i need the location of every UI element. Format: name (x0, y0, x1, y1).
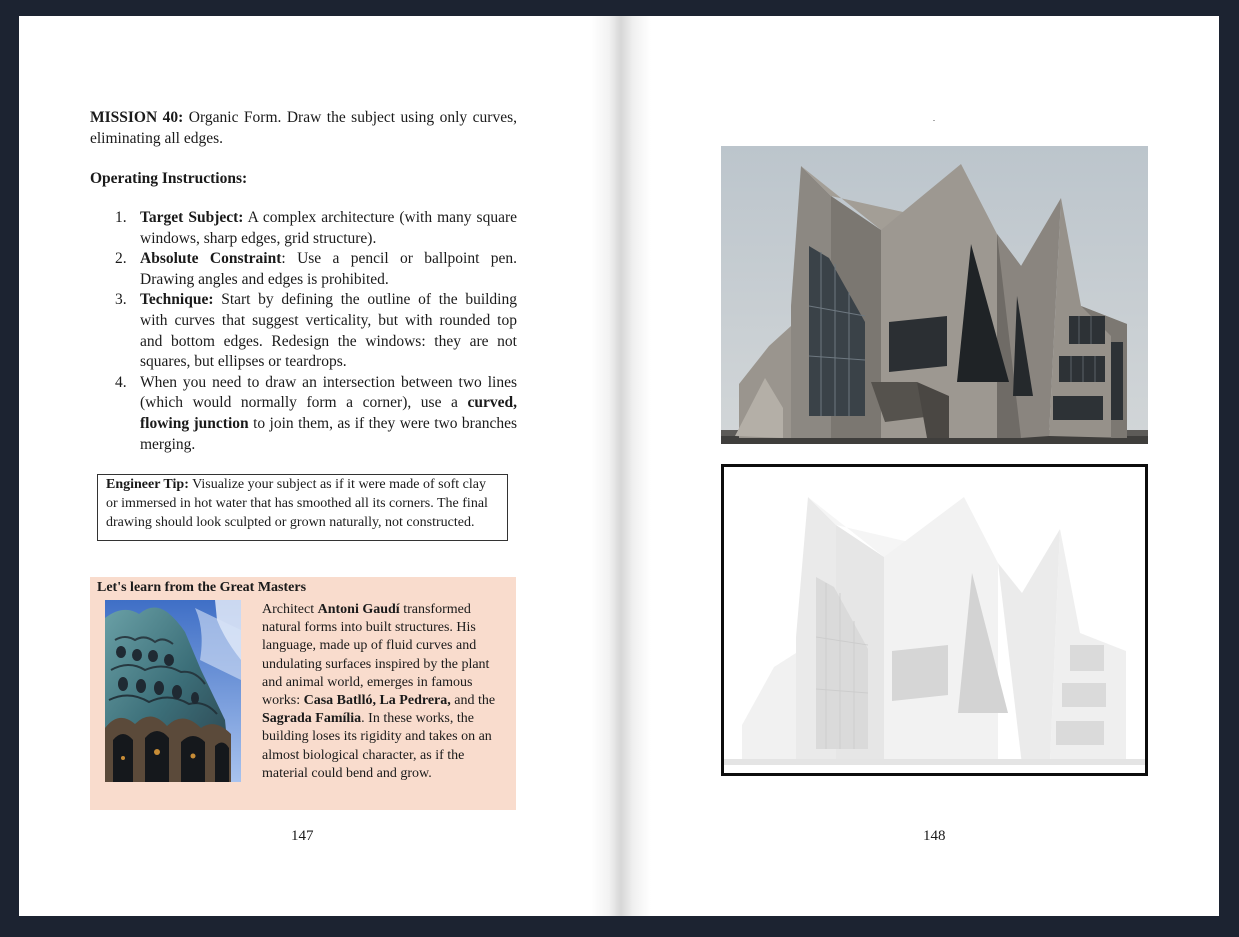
great-masters-box (90, 577, 516, 810)
masters-text-part: Architect (262, 602, 318, 617)
mission-paragraph (90, 108, 517, 149)
masters-text-part: transformed natural forms into built structures. His language, made up of fluid curves and undulating surfaces inspired by the plant and animal world, emerges in famous works: (262, 602, 490, 709)
page-number-right: 148 (923, 828, 946, 844)
left-page (19, 16, 619, 916)
engineer-tip-box (97, 474, 508, 541)
list-item-text: Start by defining the outline of the building with curves that suggest verticality, but with rounded top and bottom edges. Redesign the windows: they are not squares, but ellipses or teardrops. (140, 291, 517, 371)
casa-batllo-photo (105, 600, 241, 782)
page-speck (933, 120, 935, 121)
list-item-text: : Use a pencil or ballpoint pen. Drawing angles and edges is prohibited. (140, 250, 517, 288)
list-item-text: When you need to draw an intersection between two lines (which would normally form a corner), use a (140, 373, 517, 412)
list-number: 4. (115, 373, 127, 391)
tip-label: Engineer Tip: (106, 477, 189, 492)
list-item-text: A complex architecture (with many square windows, sharp edges, grid structure). (140, 209, 517, 247)
sketch-drawing-frame (721, 464, 1148, 776)
list-item-label: Absolute Constraint (140, 250, 282, 268)
list-number: 3. (115, 291, 127, 309)
right-page (619, 16, 1219, 916)
list-item (90, 208, 517, 249)
mission-label: MISSION 40: (90, 109, 184, 126)
great-masters-text (262, 601, 507, 783)
list-item-label: Target Subject: (140, 209, 244, 226)
book-spread (19, 16, 1219, 916)
list-number: 2. (115, 250, 127, 268)
list-item-label: Technique: (140, 291, 214, 309)
masters-text-part: and the (450, 693, 496, 709)
masters-bold-works: Casa Batlló, La Pedrera, (303, 693, 451, 709)
building-photo (721, 146, 1148, 444)
list-item-text: to join them, as if they were two branches merging. (140, 414, 517, 453)
list-item (90, 373, 517, 455)
building-sketch (724, 467, 1145, 773)
masters-bold-sagrada: Sagrada Família (262, 711, 362, 727)
mission-text: Organic Form. Draw the subject using only curves, eliminating all edges. (90, 109, 517, 147)
masters-bold-gaudi: Antoni Gaudí (317, 602, 400, 617)
list-item (90, 249, 517, 290)
page-number-left: 147 (291, 828, 314, 844)
tip-text: Visualize your subject as if it were made of soft clay or immersed in hot water that has smoothed all its corners. The final drawing should look sculpted or grown naturally, not constructed. (106, 477, 488, 530)
great-masters-title: Let's learn from the Great Masters (97, 580, 307, 595)
list-item (90, 290, 517, 372)
list-item-emphasis: curved, flowing junction (140, 394, 517, 432)
instructions-list (90, 208, 517, 455)
list-number: 1. (115, 209, 127, 226)
operating-instructions-heading: Operating Instructions: (90, 170, 248, 187)
masters-text-part: . In these works, the building loses its rigidity and takes on an almost biological character, as if the material could bend and grow. (262, 711, 492, 781)
